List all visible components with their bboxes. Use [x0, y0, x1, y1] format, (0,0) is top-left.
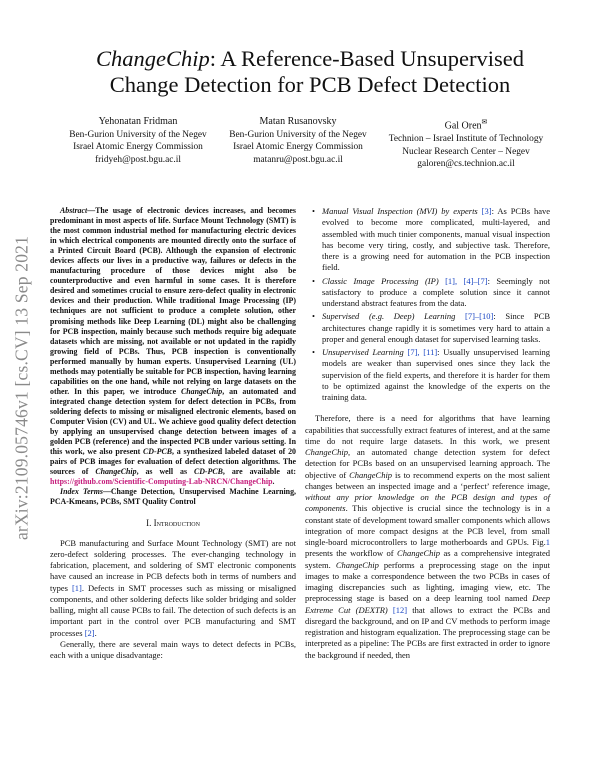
author-name: Yehonatan Fridman — [98, 116, 178, 127]
author-affiliation: Israel Atomic Energy Commission — [73, 142, 203, 153]
figure-link[interactable]: 1 — [545, 537, 550, 547]
intro-paragraph-2: Generally, there are several main ways to detect defects in PCBs, each with a unique disadvantage: — [50, 638, 296, 661]
author-affiliation: Nuclear Research Center – Negev — [402, 146, 530, 157]
right-column — [305, 206, 550, 661]
index-terms-label: Index Terms — [60, 487, 103, 497]
author-email: matanru@post.bgu.ac.il — [253, 154, 343, 165]
author-2 — [218, 116, 378, 166]
paper-title — [60, 46, 560, 98]
author-block — [58, 116, 558, 170]
author-name: Gal Oren✉ — [444, 118, 488, 132]
citation-link[interactable]: [7]–[10] — [465, 311, 494, 322]
index-terms: Index Terms—Change Detection, Unsupervised Machine Learning, PCA-Kmeans, PCBs, SMT Quality Control — [50, 487, 296, 507]
envelope-icon: ✉ — [481, 118, 488, 126]
citation-link[interactable]: [7], [11] — [407, 347, 438, 357]
author-affiliation: Ben-Gurion University of the Negev — [69, 129, 207, 140]
author-3 — [374, 116, 558, 171]
author-name: Matan Rusanovsky — [259, 116, 337, 127]
title-line2: Change Detection for PCB Defect Detection — [109, 72, 511, 97]
author-affiliation: Israel Atomic Energy Commission — [233, 142, 363, 153]
left-column — [50, 206, 296, 661]
abstract-label: Abstract — [60, 206, 88, 215]
citation-link[interactable]: [1], [4]–[7] — [445, 275, 488, 286]
body-paragraph: Therefore, there is a need for algorithms that have learning capabilities that successfully extract features of interest, and at the same time do not require large datasets. In this work, we present ChangeChip, an automated change detection system for defect detection for PCBs based on an unsupervised learning approach. The objective of ChangeChip is to recommend experts on the most salient changes between an inspected image and a ‘perfect’ reference image, without any prior knowledge on the PCB design and types of components. This objective is crucial since the technology is in a constant state of development toward smaller components which allows integration of more compact designs at the PCB level, from small single-board microcontrollers to large motherboards and GPUs. Fig.1 presents the workflow of ChangeChip as a comprehensive integrated system. ChangeChip performs a preprocessing stage on the input images to make a correspondence between the two PCBs in cases of imaging discrepancies such as lighting, imaging view, etc. The preprocessing stage is based on a deep learning tool named Deep Extreme Cut (DEXTR) [12] that allows to extract the PCBs and disregard the background, and on IP and CV methods to perform image registration and histogram equalization. The preprocessing stage can be interpreted as a pipeline: The PCBs are first extracted in order to ignore the background if needed, then — [305, 413, 551, 660]
list-item: • Unsupervised Learning [7], [11]: Usually unsupervised learning models are weaker than supervised ones since they lack the supervision of the field experts, and therefore it is harder for them to be optimized against the knowledge of the experts on the training data. — [305, 347, 550, 403]
author-email: fridyeh@post.bgu.ac.il — [95, 154, 181, 165]
author-affiliation: Ben-Gurion University of the Negev — [229, 129, 367, 140]
list-item: • Supervised (e.g. Deep) Learning [7]–[10]: Since PCB architectures change rapidly it is sometimes very hard to attain a proper and general enough dataset for supervised learning tasks. — [305, 311, 550, 345]
list-item: • Manual Visual Inspection (MVI) by experts [3]: As PCBs have evolved to become more complicated, multi-layered, and assembled with much tinier components, manual visual inspection has become very tiring, costly, and subjective task. Therefore, there is a growing need for automation in the PCB inspection field. — [305, 206, 550, 274]
title-line1-rest: : A Reference-Based Unsupervised — [209, 46, 525, 71]
citation-link[interactable]: [3] — [481, 206, 492, 216]
author-email: galoren@cs.technion.ac.il — [417, 159, 515, 170]
citation-link[interactable]: [12] — [392, 604, 408, 615]
abstract: Abstract—The usage of electronic devices increases, and becomes predominant in most aspects of life. Surface Mount Technology (SMT) is the most common industrial method for manufacturing electric devices in which electrical components are mounted directly onto the surface of a Printed Circuit Board (PCB). Although the expansion of electronic devices affects our lives in a productive way, failures or defects in the manufacturing procedure of those devices might also be counterproductive and even harmful in some cases. It is therefore desired and sometimes crucial to ensure zero-defect quality in electronic devices and their production. While traditional Image Processing (IP) techniques are not sufficient to produce a complete solution, other promising methods like Deep Learning (DL) might also be challenging for PCB inspection, mainly because such methods require big adequate datasets which are missing, not available or not updated in the rapidly growing field of PCBs. Thus, PCB inspection is conventionally performed manually by human experts. Unsupervised Learning (UL) methods may potentially be suitable for PCB inspection, having learning capabilities on the one hand, while not relying on large datasets on the other. In this paper, we introduce ChangeChip, an automated and integrated change detection system for defect detection in PCBs, from soldering defects to missing or misaligned electronic elements, based on Computer Vision (CV) and UL. We achieve good quality defect detection by applying an unsupervised change detection between images of a golden PCB (reference) and the inspected PCB under various setting. In this work, we also present CD-PCB, a synthesized labeled dataset of 20 pairs of PCB images for evaluation of defect detection algorithms. The sources of ChangeChip, as well as CD-PCB, are available at: https://github.com/Scientific-Computing-Lab-NRCN/ChangeChip. — [50, 206, 297, 487]
arxiv-identifier: arXiv:2109.05746v1 [cs.CV] 13 Sep 2021 — [11, 235, 32, 541]
intro-paragraph-1: PCB manufacturing and Surface Mount Technology (SMT) are not zero-defect soldering processes. The ever-changing technology in fabrication, placement, and soldering of SMT electronic components have caused an increase in PCB defects both in terms of numbers and types [1]. Defects in SMT processes such as missing or misaligned components, and other soldering defects like solder bridging and solder balling, might all cause PCBs to fail. The detection of such defects is an important part in the control over PCB manufacturing and SMT processes [2]. — [50, 537, 296, 638]
author-1 — [58, 116, 218, 166]
list-item: • Classic Image Processing (IP) [1], [4]–[7]: Seemingly not satisfactory to produce a complete solution since it cannot understand abstract features from the data. — [305, 276, 550, 310]
section-heading: I. Introduction — [146, 518, 200, 529]
citation-link[interactable]: [1] — [71, 582, 82, 593]
title-system-name: ChangeChip — [95, 46, 210, 71]
method-list — [305, 206, 550, 403]
author-affiliation: Technion – Israel Institute of Technology — [388, 133, 544, 144]
github-link[interactable]: https://github.com/Scientific-Computing-Lab-NRCN/ChangeChip — [50, 477, 273, 487]
citation-link[interactable]: [2] — [84, 627, 95, 638]
